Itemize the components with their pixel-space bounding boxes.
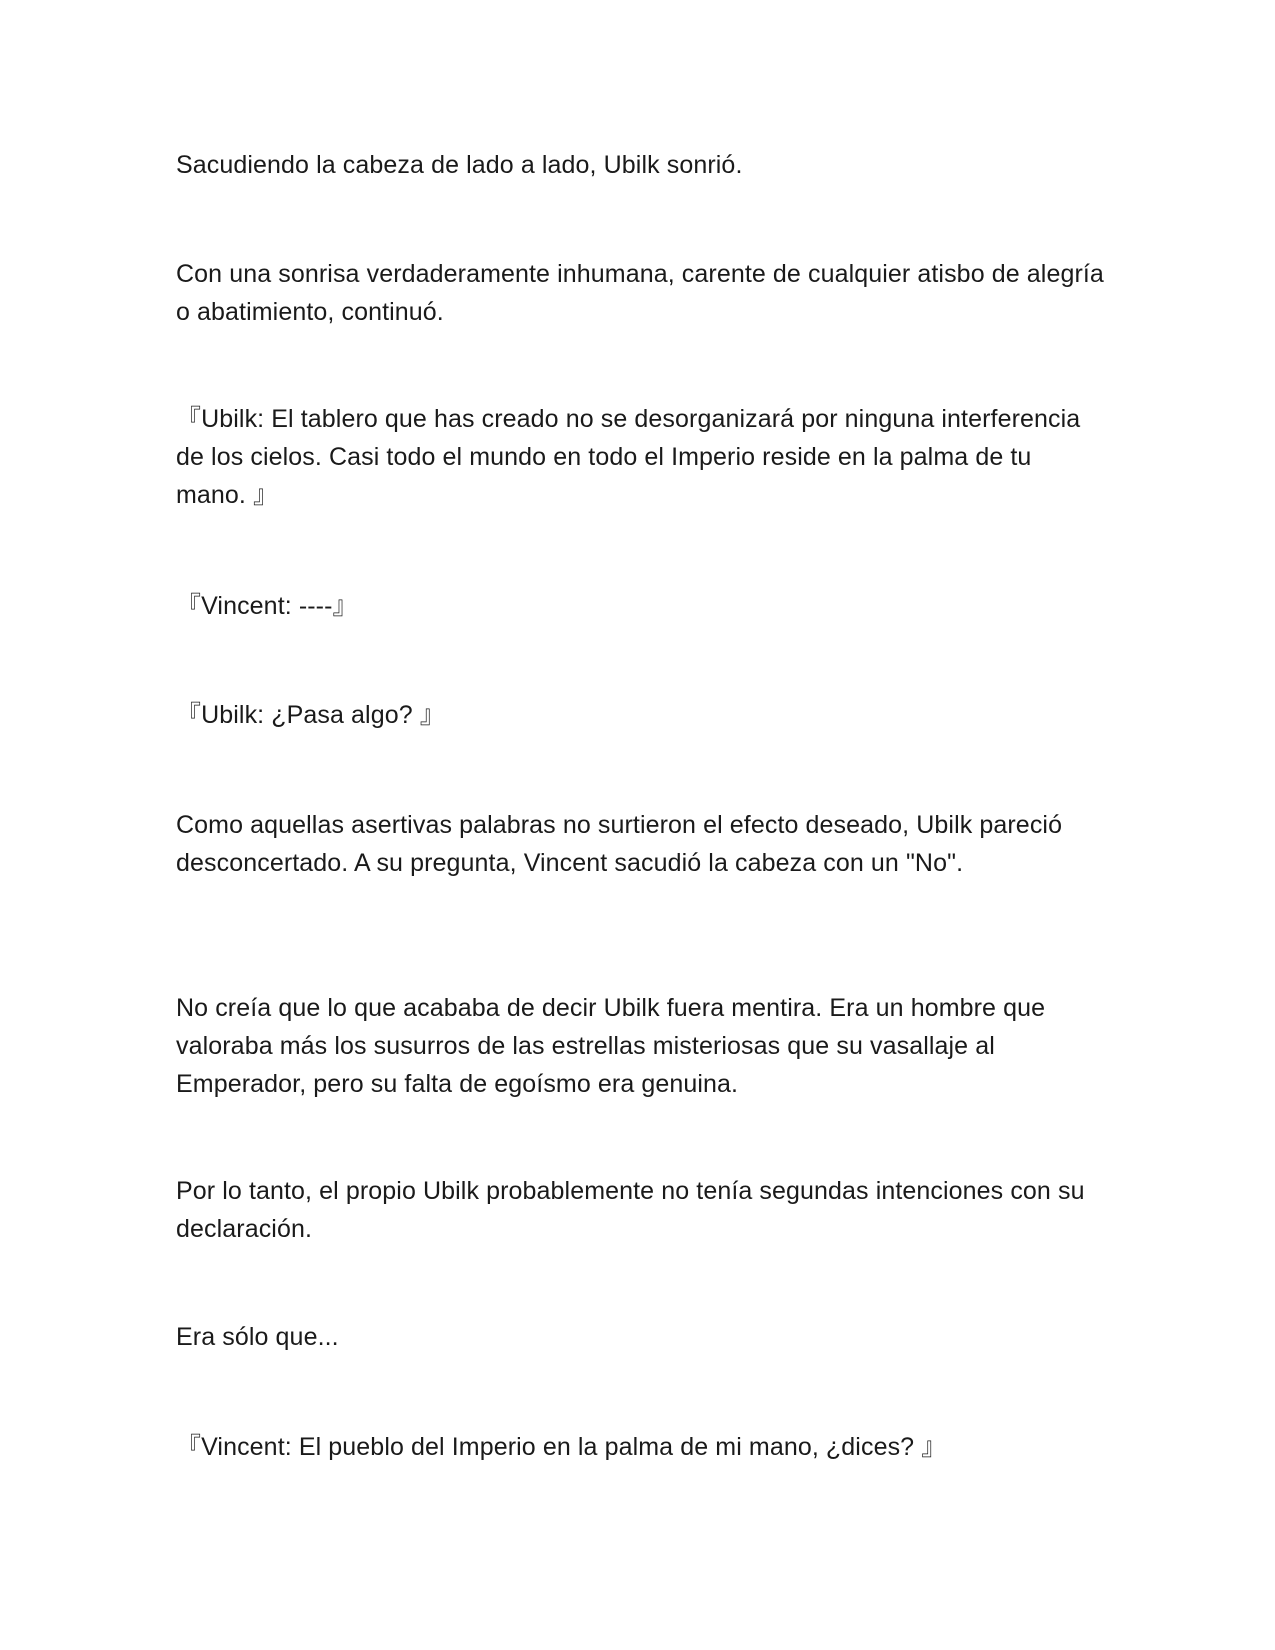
paragraph-8: Por lo tanto, el propio Ubilk probablemente no tenía segundas intenciones con su declaración.	[176, 1177, 1085, 1243]
paragraph-1: Sacudiendo la cabeza de lado a lado, Ubilk sonrió.	[176, 151, 743, 179]
paragraph-6: Como aquellas asertivas palabras no surtieron el efecto deseado, Ubilk pareció desconcertado. A su pregunta, Vincent sacudió la cabeza con un "No".	[176, 811, 1063, 877]
paragraph-9: Era sólo que...	[176, 1323, 339, 1351]
dialogue-ubilk-2: 『Ubilk: ¿Pasa algo? 』	[176, 701, 445, 729]
dialogue-vincent-2: 『Vincent: El pueblo del Imperio en la palma de mi mano, ¿dices? 』	[176, 1433, 947, 1461]
dialogue-vincent-1: 『Vincent: ----』	[176, 592, 358, 620]
paragraph-7: No creía que lo que acababa de decir Ubilk fuera mentira. Era un hombre que valoraba más los susurros de las estrellas misteriosas que su vasallaje al Emperador, pero su falta de egoísmo era genuina.	[176, 994, 1046, 1098]
paragraph-2: Con una sonrisa verdaderamente inhumana, carente de cualquier atisbo de alegría o abatimiento, continuó.	[176, 260, 1104, 326]
dialogue-ubilk-1: 『Ubilk: El tablero que has creado no se desorganizará por ninguna interferencia de los cielos. Casi todo el mundo en todo el Imperio reside en la palma de tu mano. 』	[176, 405, 1081, 509]
